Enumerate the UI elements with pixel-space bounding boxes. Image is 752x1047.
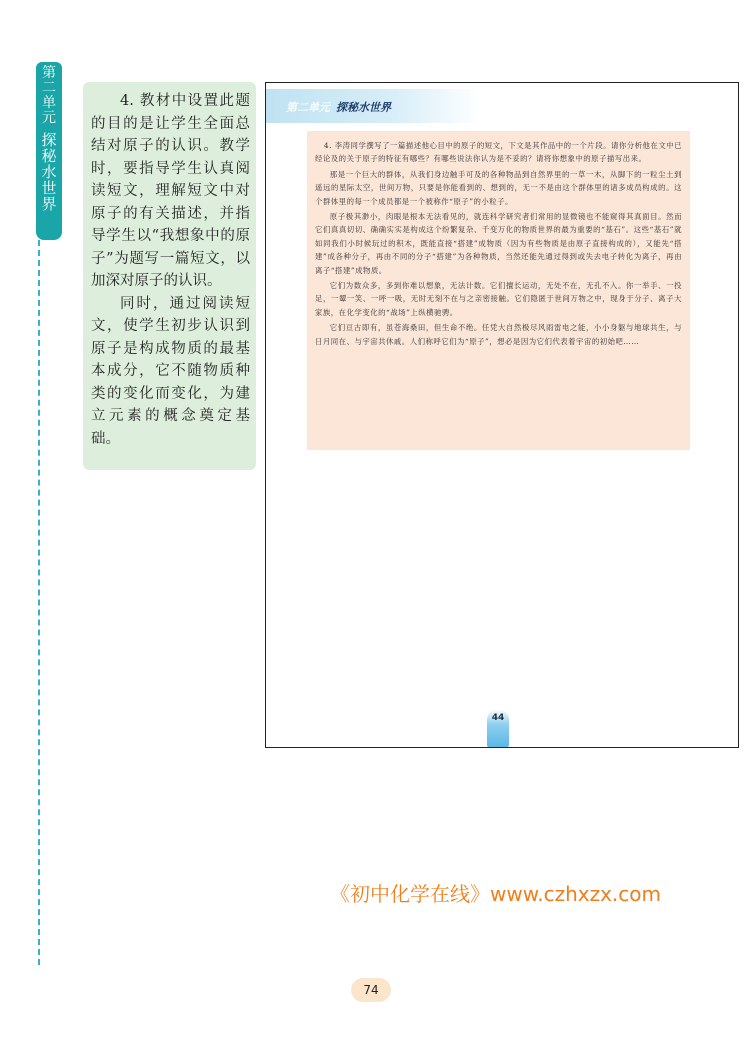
header-title: 探秘水世界: [336, 101, 391, 114]
textbook-page-header: [266, 89, 481, 123]
passage-paragraph-2: 原子极其渺小，肉眼是根本无法看见的，就连科学研究者们常用的显微镜也不能窥得其真面目。然而它们真真切切、确确实实是构成这个纷繁复杂、千变万化的物质世界的最为重要的“基石”。这些“基石”就如同我们小时候玩过的积木，既能直接“搭建”成物质（因为有些物质是由原子直接构成的），又能先“搭建”成各种分子，再由不同的分子“搭建”为各种物质，当然还能先通过得到或失去电子转化为离子，再由离子“搭建”成物质。: [315, 212, 682, 275]
passage-paragraph-3: 它们为数众多，多到你难以想象，无法计数。它们擅长运动，无处不在，无孔不入。你一举手、一投足，一颦一笑、一呼一吸，无时无刻不在与之亲密接触。它们隐匿于世间万物之中，现身于分子、离子大家族，在化学变化的“战场”上纵横驰骋。: [315, 281, 682, 317]
exercise-question: 4. 李涛同学撰写了一篇描述他心目中的原子的短文，下文是其作品中的一个片段。请你分析他在文中已经论及的关于原子的特征有哪些？有哪些说法你认为是不妥的？请将你想象中的原子描写出来。: [315, 141, 682, 164]
passage-paragraph-4: 它们亘古即有，虽苍海桑田，但生命不绝。任凭大自然极尽风雨雷电之能，小小身躯与地球共生，与日月同在、与宇宙共休戚。人们称呼它们为“原子”，想必是因为它们代表着宇宙的初始吧……: [315, 323, 682, 346]
inner-page-number: 44: [491, 713, 505, 723]
unit-side-tab: [36, 62, 62, 240]
unit-label: 第 二 单 元: [42, 65, 56, 126]
page-number: 74: [351, 978, 391, 1002]
inner-page-tab: [487, 709, 509, 747]
header-unit: 第二单元: [286, 101, 330, 114]
theme-label: 探 秘 水 世 界: [41, 131, 57, 213]
margin-dashed-line: [38, 240, 40, 965]
note-paragraph-1: 4. 教材中设置此题的目的是让学生全面总结对原子的认识。教学时，要指导学生认真阅读短文，理解短文中对原子的有关描述，并指导学生以“我想象中的原子”为题写一篇短文，以加深对原子的认识。: [91, 93, 250, 289]
passage-paragraph-1: 那是一个巨大的群体，从我们身边触手可及的各种物品到自然界里的一草一木，从脚下的一粒尘土到遥远的星际太空，世间万物，只要是你能看到的、想到的，无一不是由这个群体里的诸多成员构成的。这个群体里的每一个成员都是一个被称作“原子”的小粒子。: [315, 169, 682, 206]
note-paragraph-2: 同时，通过阅读短文，使学生初步认识到原子是构成物质的最基本成分，它不随物质种类的变化而变化，为建立元素的概念奠定基础。: [91, 295, 250, 447]
reading-passage: [307, 131, 690, 450]
teaching-note: [83, 82, 256, 470]
site-watermark: 《初中化学在线》www.czhxzx.com: [330, 882, 662, 906]
textbook-page-frame: [265, 82, 739, 748]
